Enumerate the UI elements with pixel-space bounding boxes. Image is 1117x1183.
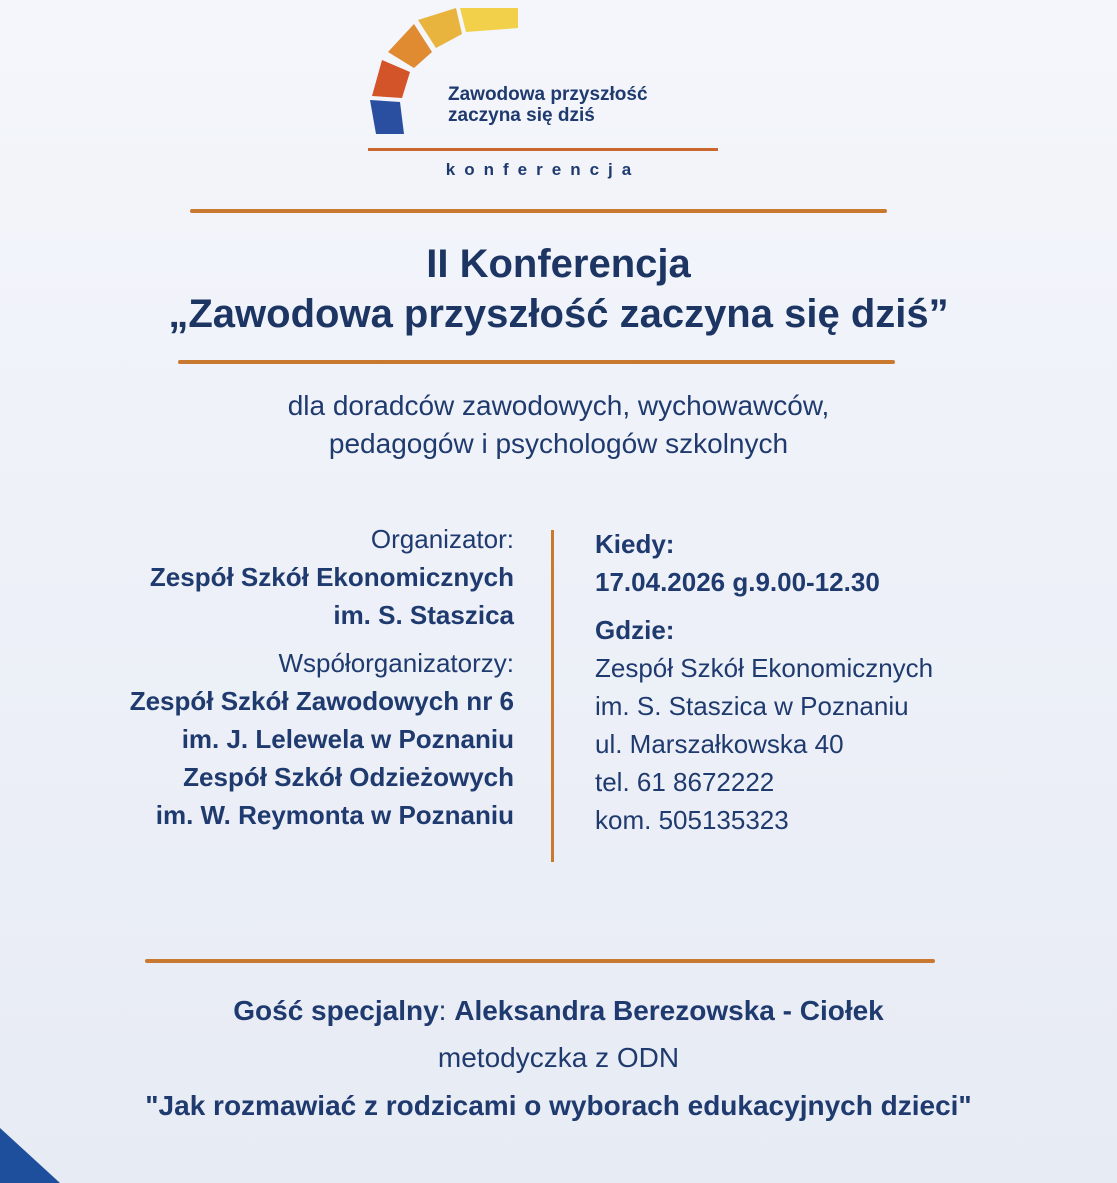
coorganizer-line: Zespół Szkół Zawodowych nr 6 [129,686,514,716]
column-divider [551,530,554,862]
guest-label: Gość specjalny [233,995,439,1026]
where-line: ul. Marszałkowska 40 [595,729,844,759]
organizer-line: Zespół Szkół Ekonomicznych [149,562,514,592]
coorganizer-line: im. J. Lelewela w Poznaniu [181,724,514,754]
organizers-column [130,520,514,834]
title-divider [178,360,895,364]
guest-name: Aleksandra Berezowska - Ciołek [454,995,884,1026]
event-details-column [595,525,933,839]
when-value: 17.04.2026 g.9.00-12.30 [595,567,880,597]
organizer-line: im. S. Staszica [333,600,514,630]
when-label: Kiedy: [595,529,675,559]
header-divider [190,209,887,213]
logo-subtitle: konferencja [445,160,641,179]
where-label: Gdzie: [595,615,675,645]
organizer-label: Organizator: [370,524,514,554]
audience-line-1: dla doradców zawodowych, wychowawców, [287,390,830,421]
corner-accent [0,1128,60,1183]
special-guest [0,995,1117,1027]
where-line: Zespół Szkół Ekonomicznych [595,653,934,683]
logo-text [448,84,648,126]
conference-title-line-2: „Zawodowa przyszłość zaczyna się dziś” [168,292,949,336]
where-line: kom. 505135323 [595,805,789,835]
audience-line-2: pedagogów i psychologów szkolnych [328,428,789,459]
coorganizers-label: Współorganizatorzy: [278,648,514,678]
coorganizer-line: Zespół Szkół Odzieżowych [183,762,514,792]
logo-line-1: Zawodowa przyszłość [448,84,648,105]
guest-role: metodyczka z ODN [437,1042,680,1073]
guest-divider [145,959,935,963]
conference-title-line-1: II Konferencja [426,242,691,286]
coorganizer-line: im. W. Reymonta w Poznaniu [155,800,514,830]
where-line: tel. 61 8672222 [595,767,775,797]
logo-divider [368,148,718,151]
audience-text [0,387,1117,463]
where-line: im. S. Staszica w Poznaniu [595,691,909,721]
logo-line-2: zaczyna się dziś [448,105,595,126]
guest-separator: : [438,995,447,1026]
guest-topic: "Jak rozmawiać z rodzicami o wyborach edukacyjnych dzieci" [145,1090,972,1121]
